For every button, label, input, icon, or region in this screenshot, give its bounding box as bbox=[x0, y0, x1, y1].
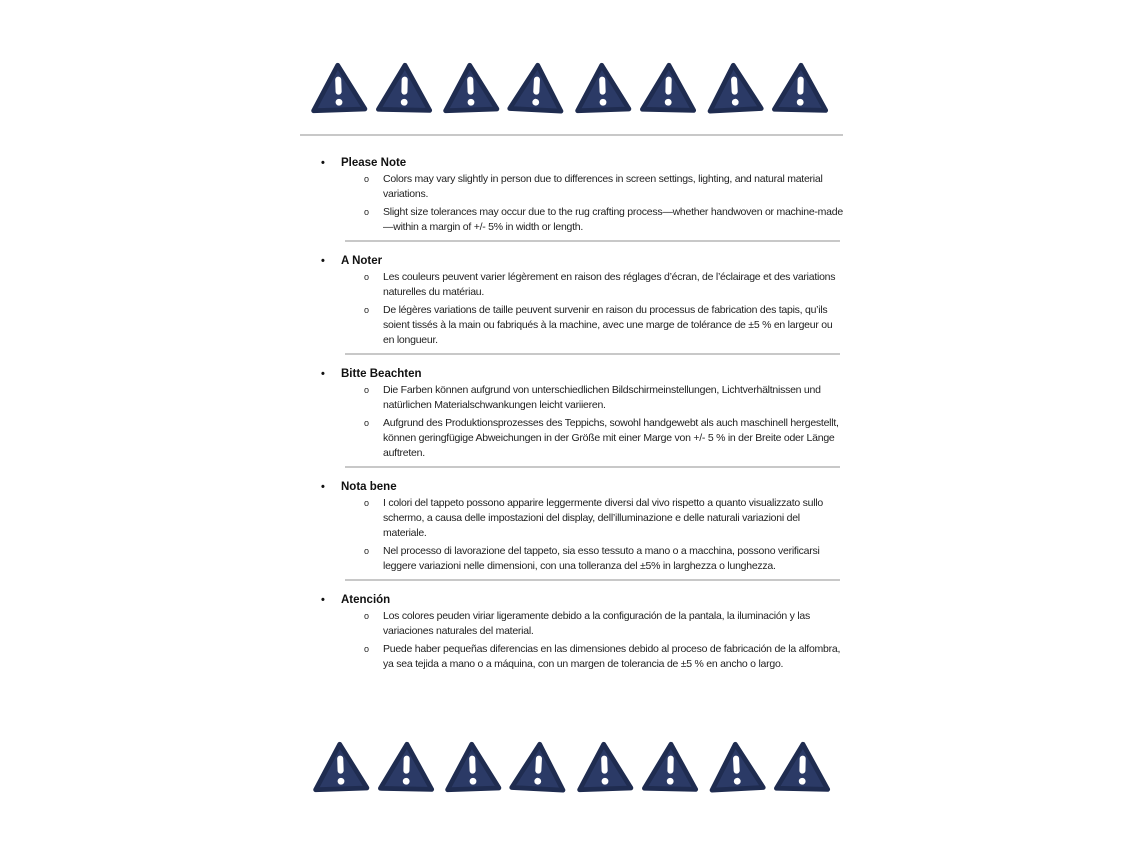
section-a-noter bbox=[300, 254, 843, 355]
note-item bbox=[300, 544, 843, 574]
circle-bullet-icon: o bbox=[364, 611, 370, 621]
top-divider bbox=[300, 134, 843, 136]
note-item-text: Die Farben können aufgrund von unterschiedlichen Bildschirmeinstellungen, Lichtverhältnissen und natürlichen Materialschwankungen leicht variieren. bbox=[383, 384, 821, 411]
warning-triangle-icon bbox=[575, 739, 634, 795]
warning-triangles-top-row bbox=[310, 61, 829, 115]
warning-triangle-icon bbox=[507, 60, 567, 117]
warning-triangle-icon bbox=[641, 739, 699, 794]
section-heading-text: A Noter bbox=[341, 255, 383, 267]
section-heading bbox=[300, 367, 843, 382]
note-item-text: I colori del tappeto possono apparire leggermente diversi dal vivo rispetto a quanto visualizzato sullo schermo, a causa delle impostazioni del display, dell’illuminazione e delle naturali variazioni del materiale. bbox=[383, 497, 824, 539]
bullet-icon: • bbox=[321, 368, 325, 380]
section-heading bbox=[300, 593, 843, 608]
note-item bbox=[300, 172, 843, 202]
section-heading-text: Atención bbox=[341, 594, 391, 606]
circle-bullet-icon: o bbox=[364, 546, 370, 556]
warning-triangle-icon bbox=[773, 739, 831, 794]
section-please-note bbox=[300, 156, 843, 242]
note-item-text: De légères variations de taille peuvent survenir en raison du processus de fabrication des tapis, qu’ils soient tissés à la main ou fabriqués à la machine, avec une marge de tolérance de ±5 % en largeur ou en longueur. bbox=[383, 304, 833, 346]
bullet-icon: • bbox=[321, 157, 325, 169]
warning-triangle-icon bbox=[707, 739, 767, 796]
note-item bbox=[300, 609, 843, 639]
note-item bbox=[300, 205, 843, 235]
bullet-icon: • bbox=[321, 594, 325, 606]
warning-triangle-icon bbox=[573, 60, 632, 116]
section-heading bbox=[300, 254, 843, 269]
section-nota-bene bbox=[300, 480, 843, 581]
circle-bullet-icon: o bbox=[364, 385, 370, 395]
note-item bbox=[300, 270, 843, 300]
warning-triangle-icon bbox=[377, 739, 435, 794]
warning-triangle-icon bbox=[705, 60, 765, 117]
section-heading-text: Please Note bbox=[341, 157, 407, 169]
warning-triangle-icon bbox=[441, 60, 500, 116]
note-item-text: Puede haber pequeñas diferencias en las dimensiones debido al proceso de fabricación de la alfombra, ya sea tejida a mano o a máquina, con un margen de tolerancia de ±5 % en ancho o largo. bbox=[383, 643, 841, 670]
note-item bbox=[300, 496, 843, 541]
section-heading bbox=[300, 480, 843, 495]
note-item-text: Nel processo di lavorazione del tappeto, sia esso tessuto a mano o a macchina, possono verificarsi leggere variazioni nelle dimensioni, con una tolleranza del ±5% in larghezza o lunghezza. bbox=[383, 545, 820, 572]
note-item-text: Aufgrund des Produktionsprozesses des Teppichs, sowohl handgewebt als auch maschinell hergestellt, können geringfügige Abweichungen in der Größe mit einer Marge von +/- 5 % in der Breite oder Länge auftreten. bbox=[383, 417, 839, 459]
section-divider bbox=[345, 579, 840, 581]
warning-triangle-icon bbox=[375, 60, 433, 115]
warning-triangle-icon bbox=[639, 60, 697, 115]
note-item bbox=[300, 303, 843, 348]
circle-bullet-icon: o bbox=[364, 644, 370, 654]
warning-triangle-icon bbox=[443, 739, 502, 795]
circle-bullet-icon: o bbox=[364, 207, 370, 217]
circle-bullet-icon: o bbox=[364, 418, 370, 428]
section-heading-text: Nota bene bbox=[341, 481, 397, 493]
section-divider bbox=[345, 353, 840, 355]
section-heading bbox=[300, 156, 843, 171]
section-atencion bbox=[300, 593, 843, 672]
warning-triangle-icon bbox=[311, 739, 370, 795]
warning-triangle-icon bbox=[309, 60, 368, 116]
section-bitte-beachten bbox=[300, 367, 843, 468]
bullet-icon: • bbox=[321, 481, 325, 493]
note-item bbox=[300, 416, 843, 461]
section-divider bbox=[345, 466, 840, 468]
note-item-text: Les couleurs peuvent varier légèrement en raison des réglages d’écran, de l’éclairage et des variations naturelles du matériau. bbox=[383, 271, 836, 298]
warning-triangle-icon bbox=[509, 739, 569, 796]
circle-bullet-icon: o bbox=[364, 272, 370, 282]
note-item-text: Los colores peuden viriar ligeramente debido a la configuración de la pantala, la iluminación y las variaciones naturales del material. bbox=[383, 610, 811, 637]
circle-bullet-icon: o bbox=[364, 174, 370, 184]
section-divider bbox=[345, 240, 840, 242]
warning-triangles-bottom-row bbox=[312, 740, 831, 794]
bullet-icon: • bbox=[321, 255, 325, 267]
note-item bbox=[300, 383, 843, 413]
circle-bullet-icon: o bbox=[364, 498, 370, 508]
note-item-text: Slight size tolerances may occur due to the rug crafting process—whether handwoven or machine-made—within a margin of +/- 5% in width or length. bbox=[383, 206, 843, 233]
notes-content bbox=[300, 149, 843, 675]
note-item bbox=[300, 642, 843, 672]
section-heading-text: Bitte Beachten bbox=[341, 368, 422, 380]
note-item-text: Colors may vary slightly in person due to differences in screen settings, lighting, and natural material variations. bbox=[383, 173, 823, 200]
warning-triangle-icon bbox=[771, 60, 829, 115]
circle-bullet-icon: o bbox=[364, 305, 370, 315]
